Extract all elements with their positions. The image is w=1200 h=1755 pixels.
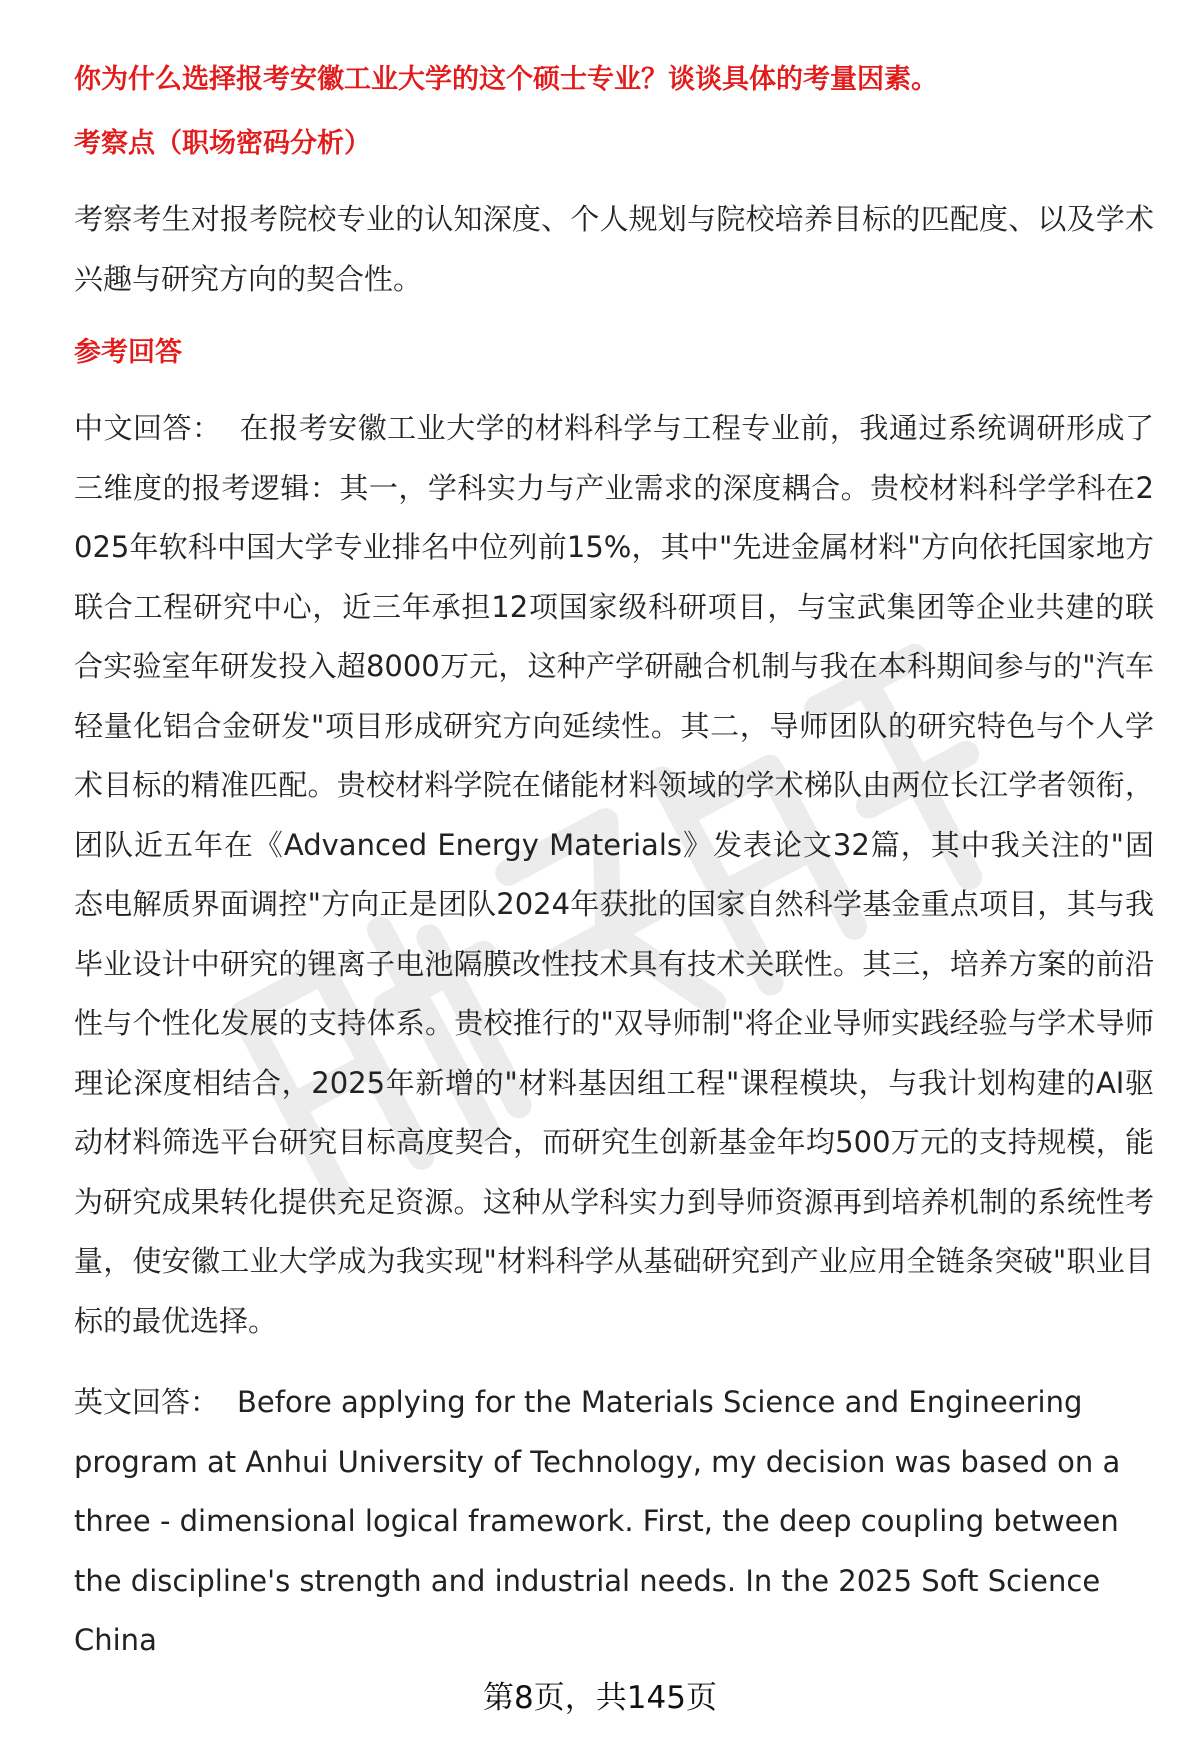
- page-number-footer: 第8页，共145页: [483, 1680, 717, 1716]
- chinese-answer: [74, 399, 1154, 1351]
- focus-text: 考察考生对报考院校专业的认知深度、个人规划与院校培养目标的匹配度、以及学术兴趣与研究方向的契合性。: [74, 202, 1154, 296]
- chinese-answer-label: 中文回答：: [74, 411, 222, 445]
- english-answer: [74, 1373, 1154, 1657]
- answer-heading: 参考回答: [74, 337, 182, 368]
- chinese-answer-text: 在报考安徽工业大学的材料科学与工程专业前，我通过系统调研形成了三维度的报考逻辑：其一，学科实力与产业需求的深度耦合。贵校材料科学学科在2025年软科中国大学专业排名中位列前15%，其中"先进金属材料"方向依托国家地方联合工程研究中心，近三年承担12项国家级科研项目，与宝武集团等企业共建的联合实验室年研发投入超8000万元，这种产学研融合机制与我在本科期间参与的"汽车轻量化铝合金研发"项目形成研究方向延续性。其二，导师团队的研究特色与个人学术目标的精准匹配。贵校材料学院在储能材料领域的学术梯队由两位长江学者领衔，团队近五年在《Advanced Energy Materials》发表论文32篇，其中我关注的"固态电解质界面调控"方向正是团队2024年获批的国家自然科学基金重点项目，其与我毕业设计中研究的锂离子电池隔膜改性技术具有技术关联性。其三，培养方案的前沿性与个性化发展的支持体系。贵校推行的"双导师制"将企业导师实践经验与学术导师理论深度相结合，2025年新增的"材料基因组工程"课程模块，与我计划构建的AI驱动材料筛选平台研究目标高度契合，而研究生创新基金年均500万元的支持规模，能为研究成果转化提供充足资源。这种从学科实力到导师资源再到培养机制的系统性考量，使安徽工业大学成为我实现"材料科学从基础研究到产业应用全链条突破"职业目标的最优选择。: [74, 411, 1154, 1338]
- focus-heading: 考察点（职场密码分析）: [74, 128, 371, 159]
- document-body: [74, 58, 1154, 1657]
- english-answer-text: Before applying for the Materials Science and Engineering program at Anhui University of Technology, my decision was based on a three - dimensional logical framework. First, the deep coupling between the discipline's strength and industrial needs. In the 2025 Soft Science China: [74, 1385, 1121, 1657]
- interview-question: 你为什么选择报考安徽工业大学的这个硕士专业？谈谈具体的考量因素。: [74, 64, 938, 95]
- english-answer-label: 英文回答：: [74, 1385, 220, 1419]
